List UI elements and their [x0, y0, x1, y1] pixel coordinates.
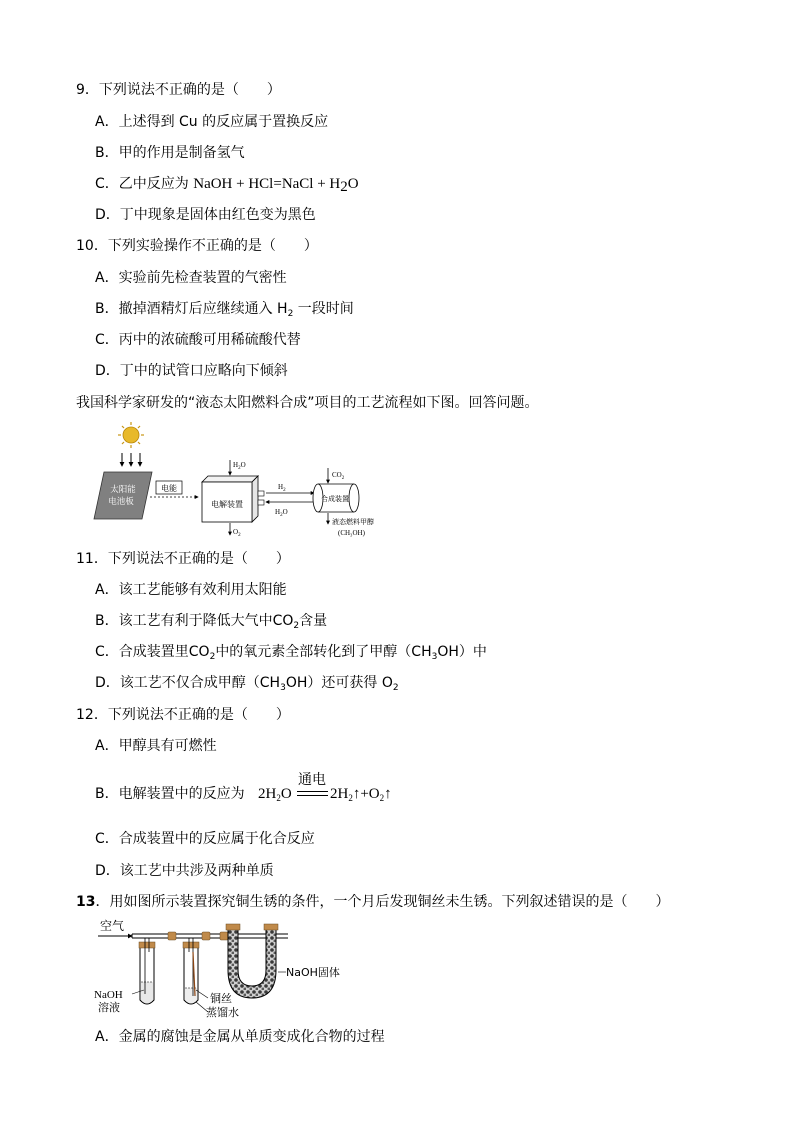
- q11-option-c-prefix: C．合成装置里CO: [95, 644, 210, 660]
- q12-equation: [258, 770, 428, 810]
- synthesis-label: 合成装置: [321, 495, 349, 503]
- q9-stem: 9．下列说法不正确的是（ ）: [76, 82, 281, 98]
- q9-option-c-sub: 2: [340, 179, 348, 195]
- q11-option-c: [95, 642, 487, 662]
- q11-option-c-sub: 2: [209, 652, 216, 662]
- o2-out-label: $O_2$: [233, 528, 241, 538]
- q9-option-a: A．上述得到 Cu 的反应属于置换反应: [95, 114, 329, 130]
- q12-option-c: C．合成装置中的反应属于化合反应: [95, 831, 315, 847]
- copper-wire-tube: [183, 938, 199, 1004]
- q9-option-c-formula: NaOH + HCl=NaCl + H: [193, 176, 341, 192]
- product-label-2: (CH₃OH): [338, 529, 365, 537]
- q11-option-d-mid: OH）还可获得 O: [285, 675, 393, 691]
- q11-option-c-mid: 中的氧元素全部转化到了甲醇（CH: [215, 644, 432, 660]
- q11-option-b-tail: 含量: [299, 613, 328, 629]
- naoh-solid-label: NaOH固体: [286, 966, 340, 979]
- h2-arrow-label: $H_2$: [278, 483, 286, 493]
- q9-option-b: B．甲的作用是制备氢气: [95, 145, 245, 161]
- power-label: 电能: [161, 484, 177, 493]
- q13-stem-text: ．用如图所示装置探究铜生锈的条件，一个月后发现铜丝未生锈。下列叙述错误的是（ ）: [95, 894, 670, 910]
- q11-option-c-tail: OH）中: [437, 644, 487, 660]
- q9-option-c-tail: O: [347, 176, 359, 192]
- solar-panel-label-1: 太阳能: [110, 485, 136, 495]
- q11-option-b: [95, 611, 327, 631]
- air-label: 空气: [100, 919, 125, 933]
- q10-option-d: D．丁中的试管口应略向下倾斜: [95, 363, 288, 379]
- naoh-solution-tube: [139, 938, 155, 1004]
- q12-option-d: D．该工艺中共涉及两种单质: [95, 863, 274, 879]
- q11-option-d: [95, 673, 399, 693]
- electrolyzer-box: [202, 476, 258, 522]
- copper-rust-apparatus-diagram: [90, 912, 360, 1022]
- q12-option-b-prefix: B．电解装置中的反应为: [95, 786, 245, 802]
- q11-option-d-sub2: 2: [392, 683, 399, 693]
- q13-option-a: A．金属的腐蚀是金属从单质变成化合物的过程: [95, 1029, 385, 1045]
- solar-panel-label-2: 电池板: [108, 497, 134, 507]
- q10-option-a: A．实验前先检查装置的气密性: [95, 270, 287, 286]
- naoh-solution-label-1: NaOH: [94, 989, 123, 1001]
- q13-number: 13: [76, 894, 96, 910]
- q9-option-c-prefix: C．乙中反应为: [95, 176, 189, 192]
- q11-option-b-sub: 2: [293, 621, 300, 631]
- solar-fuel-process-diagram: [90, 420, 390, 542]
- q10-option-b: [95, 299, 354, 319]
- h2o-back-label: $H_2O$: [275, 508, 288, 518]
- q12-equation-rhs: $2H_2↑+O_2↑$: [330, 786, 392, 803]
- copper-wire-label: 铜丝: [210, 992, 232, 1005]
- product-label-1: 液态燃料甲醇: [332, 518, 374, 526]
- q12-stem: 12．下列说法不正确的是（ ）: [76, 707, 290, 723]
- h2o-in-label: $H_2O$: [233, 461, 246, 471]
- q11-option-c-sub2: 3: [431, 652, 438, 662]
- q11-option-a: A．该工艺能够有效利用太阳能: [95, 582, 287, 598]
- electrolyzer-label: 电解装置: [211, 500, 243, 509]
- distilled-water-label: 蒸馏水: [206, 1006, 239, 1019]
- co2-in-label: $CO_2$: [332, 471, 345, 481]
- q10-option-b-prefix: B．撤掉酒精灯后应继续通入 H: [95, 301, 288, 317]
- q10-option-c: C．丙中的浓硫酸可用稀硫酸代替: [95, 332, 301, 348]
- q12-option-a: A．甲醇具有可燃性: [95, 738, 217, 754]
- q11-option-d-prefix: D．该工艺不仅合成甲醇（CH: [95, 675, 281, 691]
- passage-intro: 我国科学家研发的“液态太阳燃料合成”项目的工艺流程如下图。回答问题。: [76, 395, 539, 411]
- q12-equation-equals-sign: [297, 791, 328, 796]
- q12-equation-condition: 通电: [298, 772, 326, 788]
- q10-option-b-sub: 2: [287, 309, 294, 319]
- sun-icon: [118, 422, 144, 448]
- q11-option-d-sub: 3: [280, 683, 286, 693]
- q13-stem: [76, 892, 669, 912]
- q9-option-d: D．丁中现象是固体由红色变为黑色: [95, 207, 316, 223]
- q11-stem: 11．下列说法不正确的是（ ）: [76, 551, 290, 567]
- q9-option-c: [95, 174, 359, 194]
- u-tube: [226, 924, 278, 998]
- q10-stem: 10．下列实验操作不正确的是（ ）: [76, 238, 318, 254]
- q10-option-b-tail: 一段时间: [293, 301, 354, 317]
- solar-panel: [94, 472, 152, 519]
- naoh-solution-label-2: 溶液: [98, 1001, 120, 1014]
- q12-equation-lhs: $2H_2O$: [258, 786, 292, 803]
- q11-option-b-prefix: B．该工艺有利于降低大气中CO: [95, 613, 294, 629]
